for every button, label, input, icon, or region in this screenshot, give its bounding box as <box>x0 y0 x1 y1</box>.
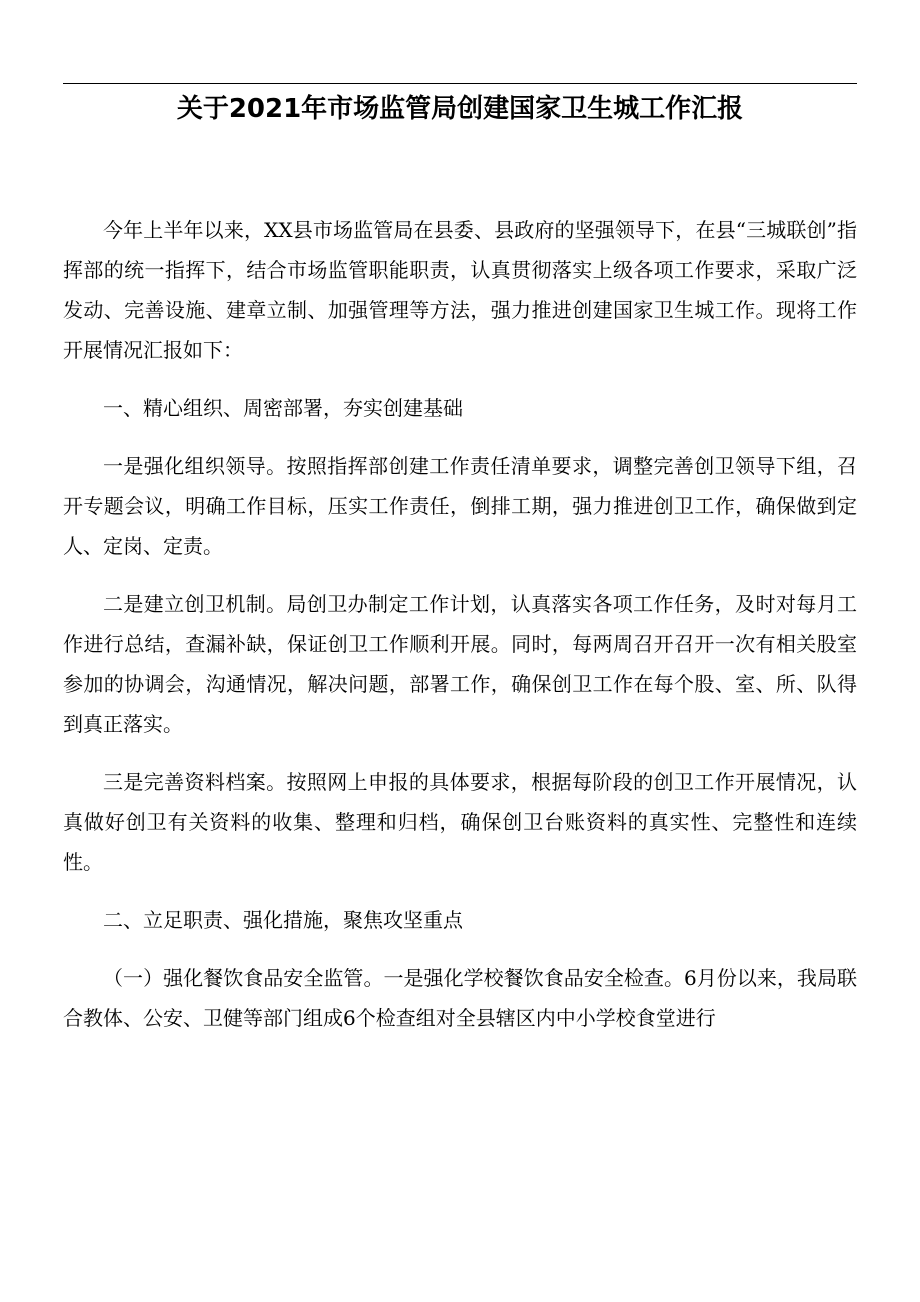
header-rule <box>63 83 857 84</box>
section-heading-1: 一、精心组织、周密部署，夯实创建基础 <box>103 396 463 420</box>
paragraph-archives: 三是完善资料档案。按照网上申报的具体要求，根据每阶段的创卫工作开展情况，认真做好创卫有关资料的收集、整理和归档，确保创卫台账资料的真实性、完整性和连续性。 <box>63 770 857 874</box>
paragraph-mechanism: 二是建立创卫机制。局创卫办制定工作计划，认真落实各项工作任务，及时对每月工作进行总结，查漏补缺，保证创卫工作顺利开展。同时，每两周召开召开一次有相关股室参加的协调会，沟通情况，解决问题，部署工作，确保创卫工作在每个股、室、所、队得到真正落实。 <box>63 592 857 736</box>
paragraph-food-safety: （一）强化餐饮食品安全监管。一是强化学校餐饮食品安全检查。6月份以来，我局联合教体、公安、卫健等部门组成6个检查组对全县辖区内中小学校食堂进行 <box>63 966 857 1030</box>
section-heading-2: 二、立足职责、强化措施，聚焦攻坚重点 <box>103 908 463 932</box>
document-body <box>63 210 857 1056</box>
document-title: 关于2021年市场监管局创建国家卫生城工作汇报 <box>176 94 744 124</box>
paragraph-intro: 今年上半年以来，XX县市场监管局在县委、县政府的坚强领导下，在县“三城联创”指挥部的统一指挥下，结合市场监管职能职责，认真贯彻落实上级各项工作要求，采取广泛发动、完善设施、建章立制、加强管理等方法，强力推进创建国家卫生城工作。现将工作开展情况汇报如下： <box>63 218 857 362</box>
paragraph-organization: 一是强化组织领导。按照指挥部创建工作责任清单要求，调整完善创卫领导下组，召开专题会议，明确工作目标，压实工作责任，倒排工期，强力推进创卫工作，确保做到定人、定岗、定责。 <box>63 454 857 558</box>
